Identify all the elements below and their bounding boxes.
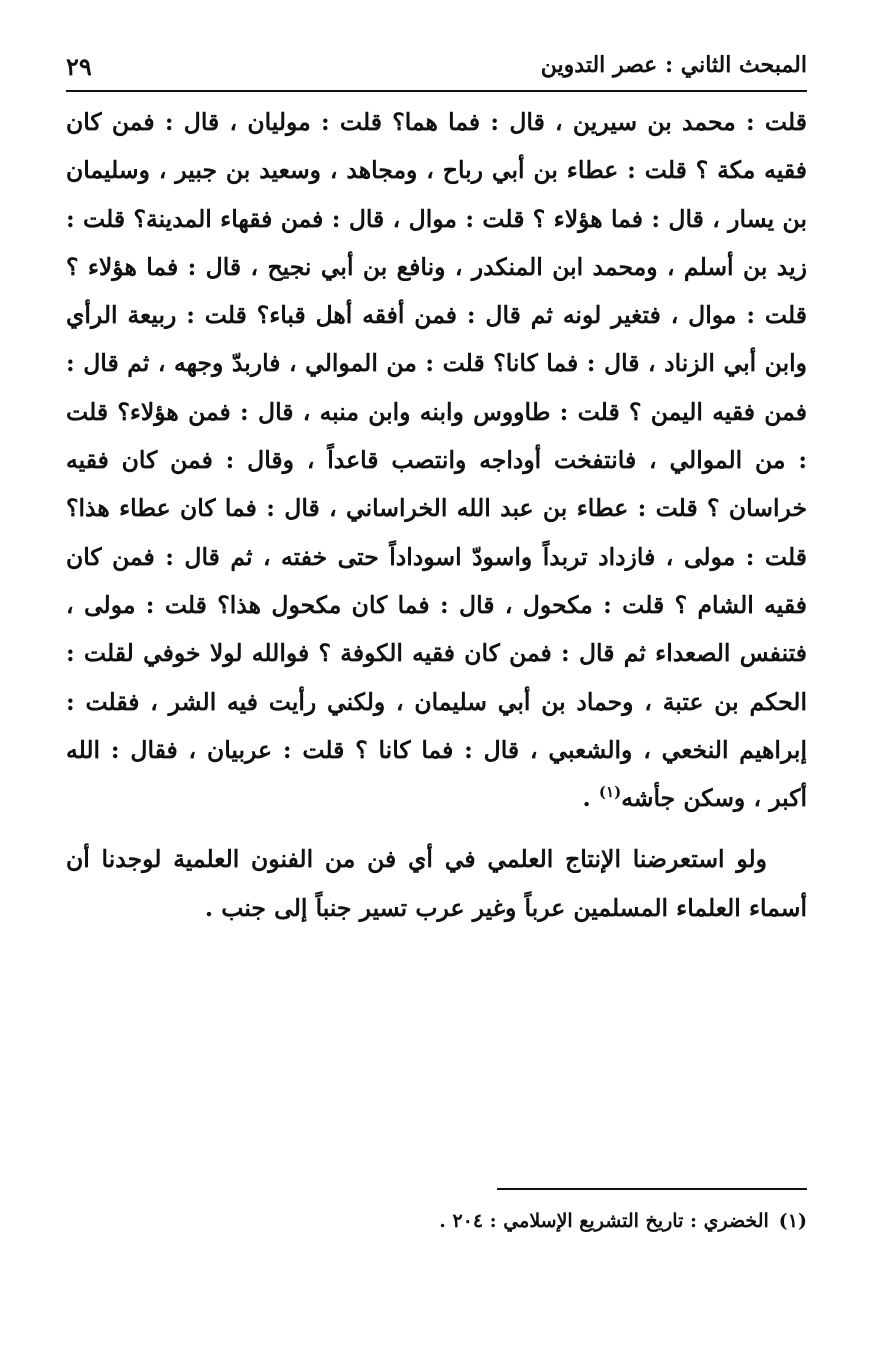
footnote-separator xyxy=(497,1188,807,1190)
paragraph-dialogue-text: قلت : محمد بن سيرين ، قال : فما هما؟ قلت : موليان ، قال : فمن كان فقيه مكة ؟ قلت : عطاء بن أبي رباح ، ومجاهد ، وسعيد بن جبير ، وسليمان بن يسار ، قال : فما هؤلاء ؟ قلت : موال ، قال : فمن فقهاء المدينة؟ قلت : زيد بن أسلم ، ومحمد ابن المنكدر ، ونافع بن أبي نجيح ، قال : فما هؤلاء ؟ قلت : موال ، فتغير لونه ثم قال : فمن أفقه أهل قباء؟ قلت : ربيعة الرأي وابن أبي الزناد ، قال : فما كانا؟ قلت : من الموالي ، فاربدّ وجهه ، ثم قال : فمن فقيه اليمن ؟ قلت : طاووس وابنه وابن منبه ، قال : فمن هؤلاء؟ قلت : من الموالي ، فانتفخت أوداجه وانتصب قاعداً ، وقال : فمن كان فقيه خراسان ؟ قلت : عطاء بن عبد الله الخراساني ، قال : فما كان عطاء هذا؟ قلت : مولى ، فازداد تربداً واسودّ اسوداداً حتى خفته ، ثم قال : فمن كان فقيه الشام ؟ قلت : مكحول ، قال : فما كان مكحول هذا؟ قلت : مولى ، فتنفس الصعداء ثم قال : فمن كان فقيه الكوفة ؟ فوالله لولا خوفي لقلت : الحكم بن عتبة ، وحماد بن أبي سليمان ، ولكني رأيت فيه الشر ، فقلت : إبراهيم النخعي ، والشعبي ، قال : فما كانا ؟ قلت : عربيان ، فقال : الله أكبر ، وسكن جأشه xyxy=(66,108,807,813)
footnote-reference: (١) xyxy=(598,783,622,802)
footnote xyxy=(66,1206,807,1236)
footnote-text: الخضري : تاريخ التشريع الإسلامي : ٢٠٤ . xyxy=(439,1210,769,1232)
main-text xyxy=(66,98,807,932)
paragraph-dialogue xyxy=(66,98,807,822)
paragraph-dialogue-end: . xyxy=(582,784,599,813)
footnote-number: (١) xyxy=(778,1210,807,1232)
page-number: ٢٩ xyxy=(66,52,92,81)
running-title: المبحث الثاني : عصر التدوين xyxy=(540,52,807,78)
page-header xyxy=(66,50,807,92)
paragraph-conclusion: ولو استعرضنا الإنتاج العلمي في أي فن من الفنون العلمية لوجدنا أن أسماء العلماء المسلمين عرباً وغير عرب تسير جنباً إلى جنب . xyxy=(66,845,807,922)
